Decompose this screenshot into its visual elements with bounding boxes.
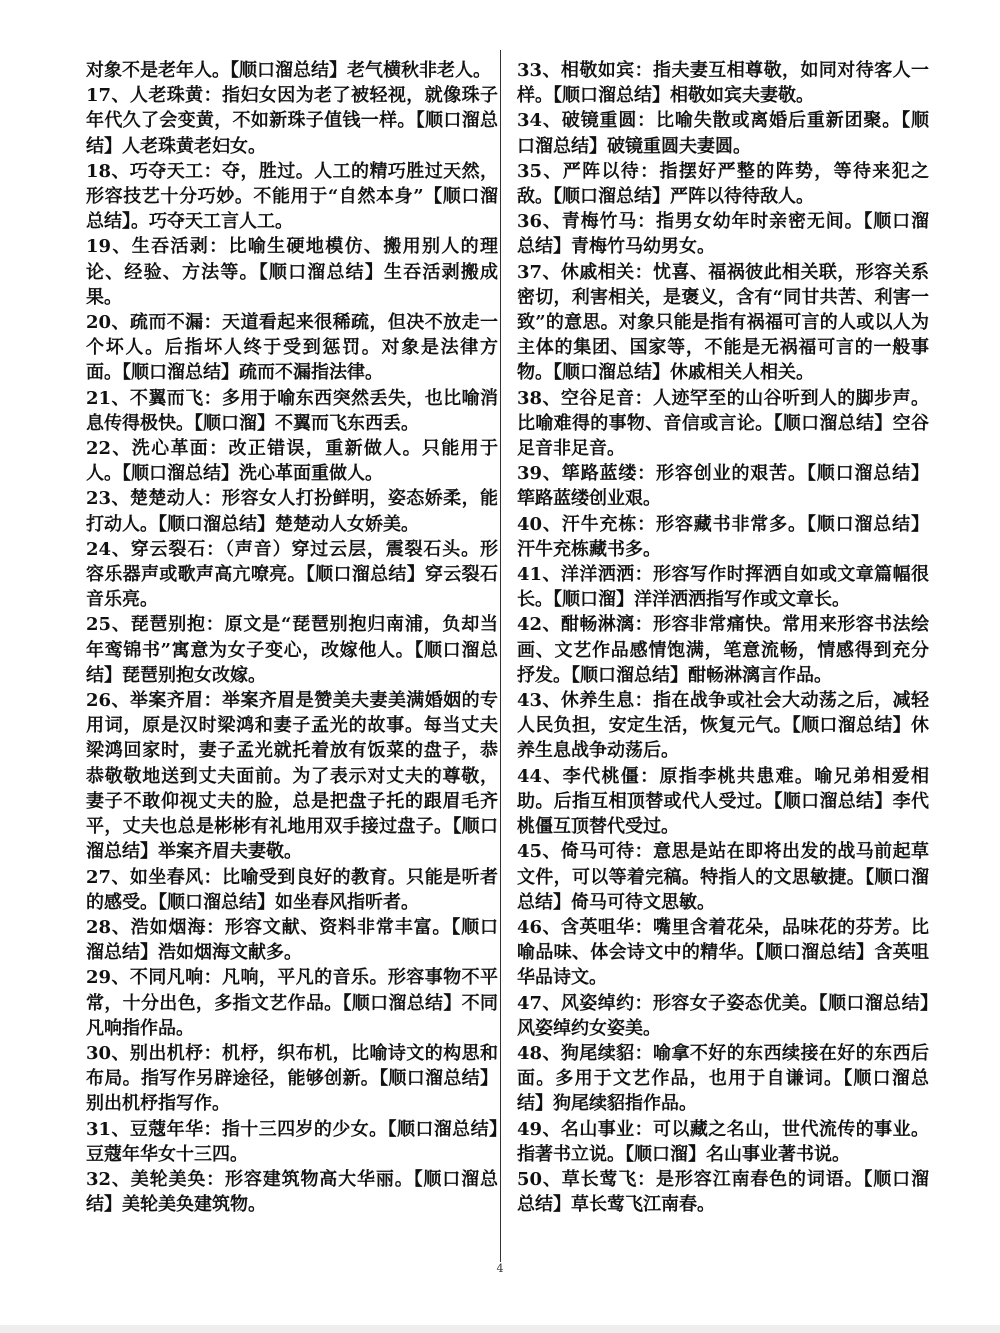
idiom-entry: 46、含英咀华：嘴里含着花朵，品味花的芬芳。比喻品味、体会诗文中的精华。【顺口溜总结】含英咀华品诗文。 xyxy=(517,916,929,989)
idiom-entry: 49、名山事业：可以藏之名山，世代流传的事业。指著书立说。【顺口溜】名山事业著书说。 xyxy=(517,1118,929,1165)
idiom-entry: 18、巧夺天工：夺，胜过。人工的精巧胜过天然，形容技艺十分巧妙。不能用于“自然本身”【顺口溜总结】。巧夺天工言人工。 xyxy=(86,160,498,233)
idiom-entry: 37、休戚相关：忧喜、福祸彼此相关联，形容关系密切，利害相关，是褒义，含有“同甘共苦、利害一致”的意思。对象只能是指有祸福可言的人或以人为主体的集团、国家等，不能是无祸福可言的一般事物。【顺口溜总结】休戚相关人相关。 xyxy=(517,261,929,384)
idiom-entry: 35、严阵以待：指摆好严整的阵势，等待来犯之敌。【顺口溜总结】严阵以待待敌人。 xyxy=(517,160,929,208)
idiom-entry: 44、李代桃僵：原指李桃共患难。喻兄弟相爱相助。后指互相顶替或代人受过。【顺口溜总结】李代桃僵互顶替代受过。 xyxy=(517,765,929,838)
page-number: 4 xyxy=(496,1262,504,1275)
idiom-entry: 29、不同凡响：凡响，平凡的音乐。形容事物不平常，十分出色，多指文艺作品。【顺口溜总结】不同凡响指作品。 xyxy=(86,967,498,1039)
idiom-entry: 41、洋洋洒洒：形容写作时挥洒自如或文章篇幅很长。【顺口溜】洋洋洒洒指写作或文章长。 xyxy=(517,564,929,611)
idiom-entry: 19、生吞活剥：比喻生硬地模仿、搬用别人的理论、经验、方法等。【顺口溜总结】生吞活剥搬成果。 xyxy=(86,236,498,308)
idiom-entry: 45、倚马可待：意思是站在即将出发的战马前起草文件，可以等着完稿。特指人的文思敏捷。【顺口溜总结】倚马可待文思敏。 xyxy=(517,841,929,913)
idiom-entry: 23、楚楚动人：形容女人打扮鲜明，姿态娇柔，能打动人。【顺口溜总结】楚楚动人女娇美。 xyxy=(86,488,498,535)
idiom-entry: 27、如坐春风：比喻受到良好的教育。只能是听者的感受。【顺口溜总结】如坐春风指听者。 xyxy=(86,866,498,913)
idiom-entry: 对象不是老年人。【顺口溜总结】老气横秋非老人。 xyxy=(86,60,491,81)
column-divider xyxy=(500,50,501,1262)
bottom-edge xyxy=(0,1325,1000,1333)
idiom-entry: 50、草长莺飞：是形容江南春色的词语。【顺口溜总结】草长莺飞江南春。 xyxy=(517,1168,929,1216)
idiom-entry: 48、狗尾续貂：喻拿不好的东西续接在好的东西后面。多用于文艺作品，也用于自谦词。【顺口溜总结】狗尾续貂指作品。 xyxy=(517,1042,929,1115)
idiom-entry: 26、举案齐眉：举案齐眉是赞美夫妻美满婚姻的专用词，原是汉时梁鸿和妻子孟光的故事。每当丈夫梁鸿回家时，妻子孟光就托着放有饭菜的盘子，恭恭敬敬地送到丈夫面前。为了表示对丈夫的尊敬，妻子不敢仰视丈夫的脸，总是把盘子托的跟眉毛齐平，丈夫也总是彬彬有礼地用双手接过盘子。【顺口溜总结】举案齐眉夫妻敬。 xyxy=(86,690,498,863)
idiom-entry: 43、休养生息：指在战争或社会大动荡之后，减轻人民负担，安定生活，恢复元气。【顺口溜总结】休养生息战争动荡后。 xyxy=(517,690,929,762)
idiom-entry: 32、美轮美奂：形容建筑物高大华丽。【顺口溜总结】美轮美奂建筑物。 xyxy=(86,1168,498,1216)
idiom-entry: 47、风姿绰约：形容女子姿态优美。【顺口溜总结】风姿绰约女姿美。 xyxy=(517,992,929,1039)
idiom-entry: 39、筚路蓝缕：形容创业的艰苦。【顺口溜总结】筚路蓝缕创业艰。 xyxy=(517,463,929,510)
idiom-entry: 30、别出机杼：机杼，织布机，比喻诗文的构思和布局。指写作另辟途径，能够创新。【顺口溜总结】别出机杼指写作。 xyxy=(86,1042,498,1115)
idiom-entry: 28、浩如烟海：形容文献、资料非常丰富。【顺口溜总结】浩如烟海文献多。 xyxy=(86,916,498,964)
right-column xyxy=(517,58,929,1217)
idiom-entry: 38、空谷足音：人迹罕至的山谷听到人的脚步声。比喻难得的事物、音信或言论。【顺口溜总结】空谷足音非足音。 xyxy=(517,387,929,460)
idiom-entry: 40、汗牛充栋：形容藏书非常多。【顺口溜总结】汗牛充栋藏书多。 xyxy=(517,513,929,560)
idiom-entry: 42、酣畅淋漓：形容非常痛快。常用来形容书法绘画、文艺作品感情饱满，笔意流畅，情感得到充分抒发。【顺口溜总结】酣畅淋漓言作品。 xyxy=(517,614,929,686)
idiom-entry: 25、琵琶别抱：原文是“琵琶别抱归南浦，负却当年鸾锦书”寓意为女子变心，改嫁他人。【顺口溜总结】琵琶别抱女改嫁。 xyxy=(86,614,498,686)
idiom-entry: 22、洗心革面：改正错误，重新做人。只能用于人。【顺口溜总结】洗心革面重做人。 xyxy=(86,438,498,485)
idiom-entry: 17、人老珠黄：指妇女因为老了被轻视，就像珠子年代久了会变黄，不如新珠子值钱一样。【顺口溜总结】人老珠黄老妇女。 xyxy=(86,85,498,157)
idiom-entry: 31、豆蔻年华：指十三四岁的少女。【顺口溜总结】豆蔻年华女十三四。 xyxy=(86,1118,498,1165)
idiom-entry: 20、疏而不漏：天道看起来很稀疏，但决不放走一个坏人。后指坏人终于受到惩罚。对象是法律方面。【顺口溜总结】疏而不漏指法律。 xyxy=(86,312,498,384)
idiom-entry: 33、相敬如宾：指夫妻互相尊敬，如同对待客人一样。【顺口溜总结】相敬如宾夫妻敬。 xyxy=(517,60,929,107)
idiom-entry: 34、破镜重圆：比喻失散或离婚后重新团聚。【顺口溜总结】破镜重圆夫妻圆。 xyxy=(517,110,929,157)
idiom-entry: 21、不翼而飞：多用于喻东西突然丢失，也比喻消息传得极快。【顺口溜】不翼而飞东西丢。 xyxy=(86,387,498,434)
left-column xyxy=(86,58,498,1217)
idiom-entry: 36、青梅竹马：指男女幼年时亲密无间。【顺口溜总结】青梅竹马幼男女。 xyxy=(517,211,929,258)
idiom-entry: 24、穿云裂石：（声音）穿过云层，震裂石头。形容乐器声或歌声高亢嘹亮。【顺口溜总结】穿云裂石音乐亮。 xyxy=(86,538,498,611)
